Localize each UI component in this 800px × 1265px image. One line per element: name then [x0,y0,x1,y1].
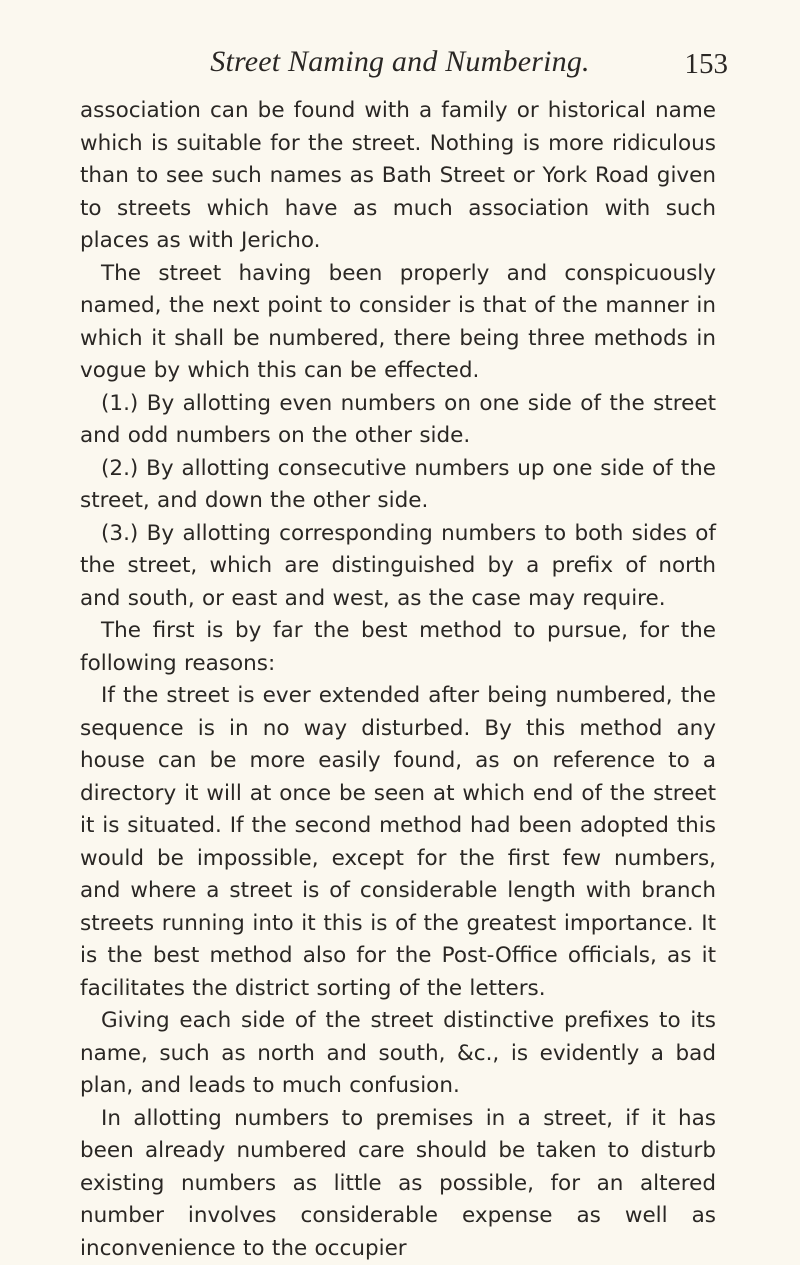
paragraph-prefixes: Giving each side of the street distinctive prefixes to its name, such as north and south, &c., is evidently a bad plan, and leads to much confusion. [80,1005,716,1103]
paragraph-reasons: If the street is ever extended after being numbered, the sequence is in no way disturbed. By this method any house can be more easily found, as on reference to a directory it will at once be seen at which end of the street it is situated. If the second method had been adopted this would be impossible, except for the first few numbers, and where a street is of considerable length with branch streets running into it this is of the greatest importance. It is the best method also for the Post-Office officials, as it facilitates the district sorting of the letters. [80,680,716,1005]
body-text [80,95,716,1265]
page-number: 153 [685,46,729,82]
paragraph-method-2: (2.) By allotting consecutive numbers up one side of the street, and down the other side. [80,453,716,518]
paragraph-method-3: (3.) By allotting corresponding numbers to both sides of the street, which are distinguished by a prefix of north and south, or east and west, as the case may require. [80,518,716,616]
paragraph-numbering-intro: The street having been properly and conspicuously named, the next point to consider is that of the manner in which it shall be numbered, there being three methods in vogue by which this can be effected. [80,258,716,388]
paragraph-allotting-numbers: In allotting numbers to premises in a street, if it has been already numbered care should be taken to disturb existing numbers as little as possible, for an altered number involves considerable expense as well as inconvenience to the occupier [80,1103,716,1265]
page-header [80,44,720,84]
paragraph-method-1: (1.) By allotting even numbers on one side of the street and odd numbers on the other side. [80,388,716,453]
running-title: Street Naming and Numbering. [80,44,720,80]
paragraph-best-method: The first is by far the best method to pursue, for the following reasons: [80,615,716,680]
paragraph-continuation: association can be found with a family or historical name which is suitable for the street. Nothing is more ridiculous than to see such names as Bath Street or York Road given to streets which have as much association with such places as with Jericho. [80,95,716,258]
